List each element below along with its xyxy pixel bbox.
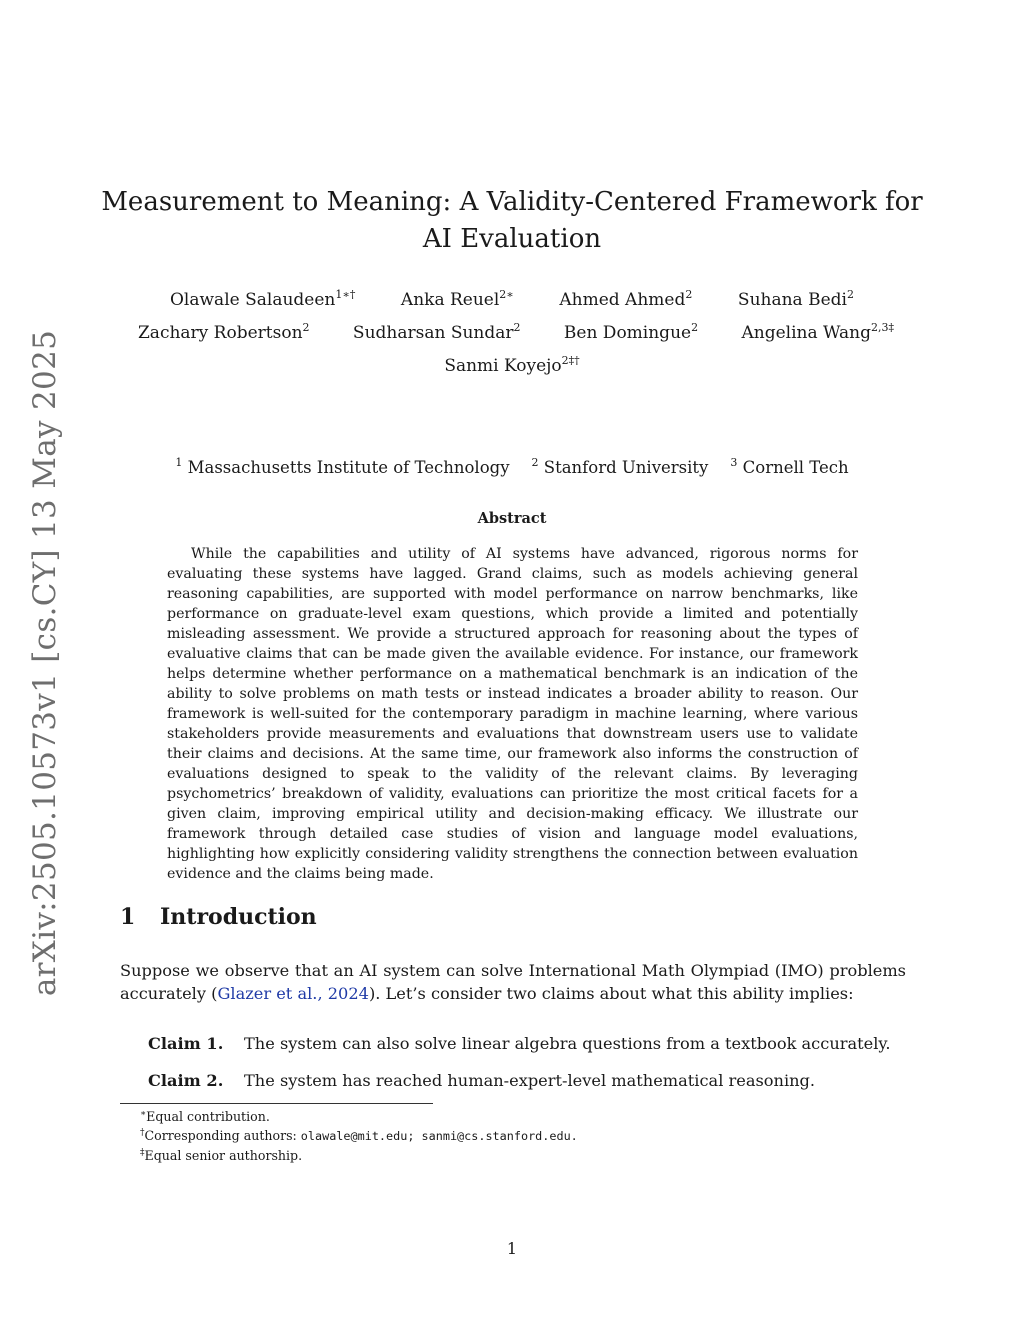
affiliation: $^3$ Cornell Tech [730, 456, 849, 477]
claim-1 [148, 1034, 908, 1053]
author-row-1 [170, 290, 854, 310]
claim-label: Claim 2. [148, 1071, 224, 1090]
author: Sudharsan Sundar$^2$ [352, 321, 521, 343]
author: Ben Domingue$^2$ [563, 321, 699, 343]
author: Suhana Bedi$^2$ [737, 288, 854, 310]
author: Angelina Wang$^{2,3\ddagger}$ [741, 321, 894, 343]
section-heading [120, 904, 317, 930]
claim-text: The system has reached human-expert-level mathematical reasoning. [244, 1071, 816, 1090]
author: Zachary Robertson$^2$ [138, 321, 310, 343]
author: Anka Reuel$^{2∗}$ [400, 288, 514, 310]
footnote-corresponding: †Corresponding authors: olawale@mit.edu; sanmi@cs.stanford.edu. [140, 1128, 578, 1143]
claim-text: The system can also solve linear algebra questions from a textbook accurately. [244, 1034, 891, 1053]
page-number: 1 [506, 1239, 518, 1258]
footnote-equal-contribution: ∗Equal contribution. [140, 1109, 270, 1124]
affiliation: $^1$ Massachusetts Institute of Technology [175, 456, 510, 477]
claim-2 [148, 1071, 908, 1090]
abstract-text: While the capabilities and utility of AI systems have advanced, rigorous norms for evaluating these systems have lagged. Grand claims, such as models achieving general reasoning capabilities, are supported with model performance on narrow benchmarks, like performance on graduate-level exam questions, which provide a limited and potentially misleading assessment. We provide a structured approach for reasoning about the types of evaluative claims that can be made given the available evidence. For instance, our framework helps determine whether performance on a mathematical benchmark is an indication of the ability to solve problems on math tests or instead indicates a broader ability to reason. Our framework is well-suited for the contemporary paradigm in machine learning, where various stakeholders provide measurements and evaluations that downstream users use to validate their claims and decisions. At the same time, our framework also informs the construction of evaluations designed to speak to the validity of the relevant claims. By leveraging psychometrics’ breakdown of validity, evaluations can prioritize the most critical facets for a given claim, improving empirical utility and decision-making efficacy. We illustrate our framework through detailed case studies of vision and language model evaluations, highlighting how explicitly considering validity strengthens the connection between evaluation evidence and the claims being made. [167, 546, 858, 882]
author-row-2 [138, 323, 894, 343]
arxiv-identifier: arXiv:2505.10573v1 [cs.CY] 13 May 2025 [27, 329, 63, 997]
footnote-divider [120, 1103, 433, 1104]
section-title: Introduction [160, 904, 317, 930]
email-addresses[interactable]: olawale@mit.edu; sanmi@cs.stanford.edu. [300, 1129, 578, 1143]
author: Ahmed Ahmed$^2$ [559, 288, 693, 310]
intro-paragraph: Suppose we observe that an AI system can solve International Math Olympiad (IMO) problems accurately (Glazer et al., 2024). Let’s consider two claims about what this ability implies: [120, 961, 906, 1003]
footnotes [140, 1107, 920, 1165]
claim-label: Claim 1. [148, 1034, 224, 1053]
paper-title: Measurement to Meaning: A Validity-Centered Framework for AI Evaluation [101, 187, 923, 254]
author: Sanmi Koyejo$^{2\ddagger\dagger}$ [444, 354, 580, 376]
section-number: 1 [120, 904, 136, 930]
abstract-heading: Abstract [477, 510, 547, 527]
citation-link[interactable]: Glazer et al., 2024 [217, 984, 369, 1003]
footnote-senior: ‡Equal senior authorship. [140, 1148, 303, 1163]
affiliation: $^2$ Stanford University [531, 456, 709, 477]
author-row-3 [110, 356, 914, 376]
author: Olawale Salaudeen$^{1∗\dagger}$ [170, 288, 356, 310]
affiliations [110, 458, 914, 477]
